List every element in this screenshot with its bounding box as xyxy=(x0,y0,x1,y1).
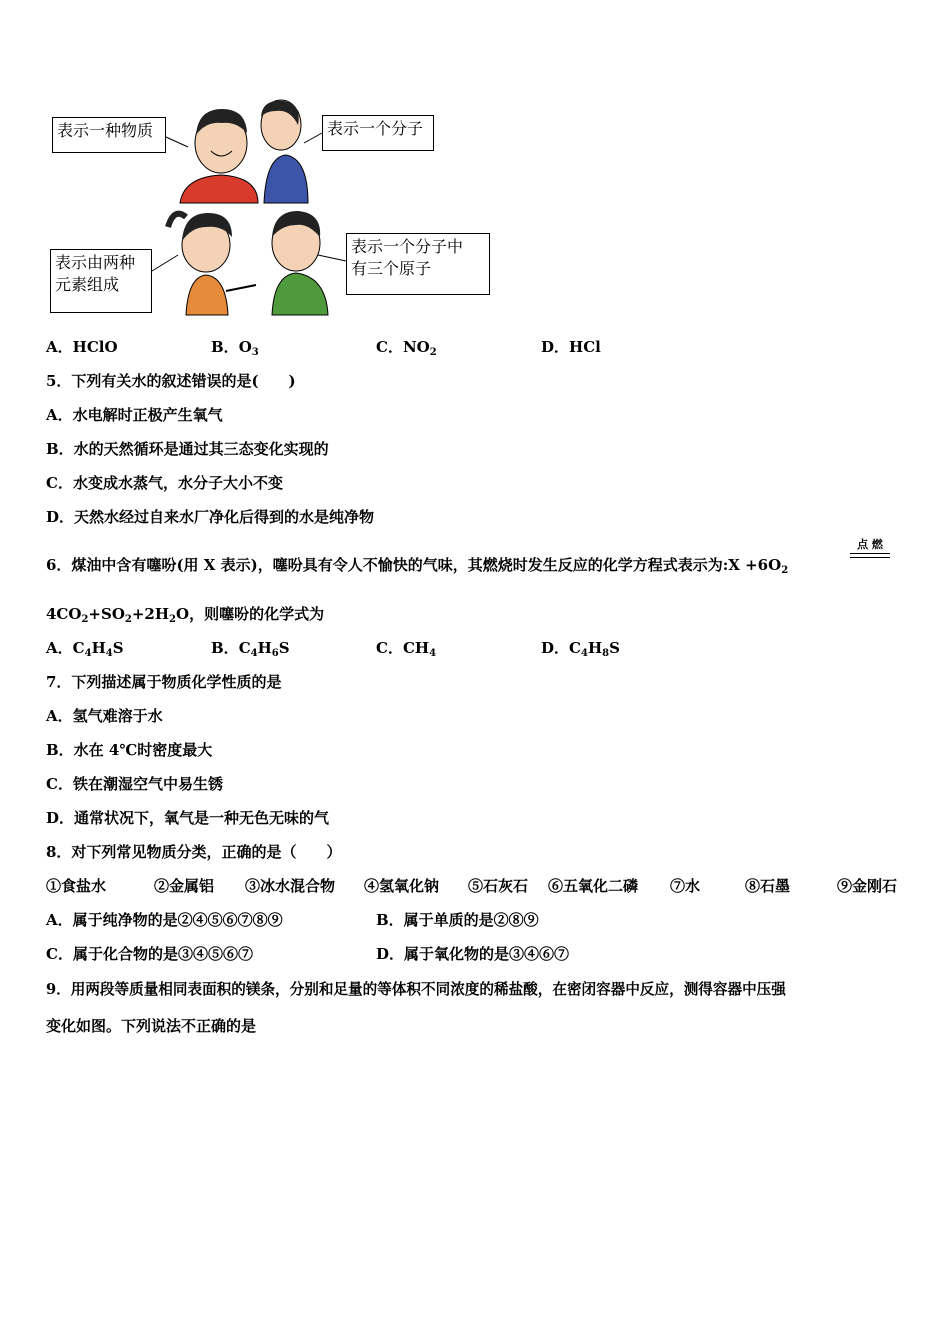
q8-option-a: A．属于纯净物的是②④⑤⑥⑦⑧⑨ xyxy=(46,911,283,929)
q8-item-3: ③冰水混合物 xyxy=(245,877,336,895)
formula-subscript: 2 xyxy=(781,565,789,576)
option-formula: NO xyxy=(402,338,430,356)
bubble-1-text: 表示一种物质 xyxy=(57,121,154,140)
q6-option-a xyxy=(46,637,124,659)
option-formula: HCl xyxy=(569,338,601,356)
q8-item-4: ④氢氧化钠 xyxy=(364,877,440,895)
formula-subscript: 2 xyxy=(169,614,177,625)
q4-option-b xyxy=(211,336,259,358)
formula-subscript: 6 xyxy=(271,648,279,659)
formula-part: H xyxy=(91,639,106,657)
formula-part: S xyxy=(609,639,620,657)
formula-subscript: 2 xyxy=(429,347,437,358)
speech-bubble-2 xyxy=(322,115,434,151)
boy-figure-1 xyxy=(180,109,258,203)
option-label: A． xyxy=(46,338,73,356)
q8-item-2: ②金属铝 xyxy=(154,877,215,895)
q5-option-b: B．水的天然循环是通过其三态变化实现的 xyxy=(46,440,329,458)
q7-option-b: B．水在 4℃时密度最大 xyxy=(46,741,213,759)
formula-part: S xyxy=(278,639,290,657)
bubble-4-text-line1: 表示一个分子中 xyxy=(351,237,464,256)
q4-option-c xyxy=(376,336,437,358)
formula-part: C xyxy=(238,639,251,657)
formula-subscript: 4 xyxy=(580,648,588,659)
option-label: B． xyxy=(211,639,239,657)
bubble-4-text-line2: 有三个原子 xyxy=(351,259,432,278)
equals-sign xyxy=(850,553,890,558)
q4-option-a xyxy=(46,336,118,357)
q6-option-b xyxy=(211,637,290,659)
formula-subscript: 4 xyxy=(429,648,437,659)
q7-option-a: A．氢气难溶于水 xyxy=(46,707,163,725)
q8-stem: 8．对下列常见物质分类，正确的是（ ） xyxy=(46,843,342,861)
formula-part: S xyxy=(112,639,124,657)
q5-option-d: D．天然水经过自来水厂净化后得到的水是纯净物 xyxy=(46,508,375,526)
formula-subscript: 4 xyxy=(250,648,258,659)
formula-part: +2H xyxy=(131,605,170,623)
q6-option-d xyxy=(541,637,620,659)
formula-part: +SO xyxy=(88,605,125,623)
option-formula: O xyxy=(238,338,252,356)
option-label: D． xyxy=(541,338,570,356)
q9-stem-line2: 变化如图。下列说法不正确的是 xyxy=(46,1017,257,1035)
boy-figure-3 xyxy=(272,211,328,315)
formula-part: O，则噻吩的化学式为 xyxy=(176,605,325,623)
formula-part: H xyxy=(257,639,272,657)
reaction-condition-text: 点 燃 xyxy=(857,538,883,551)
formula-part: C xyxy=(569,639,581,657)
option-label: A． xyxy=(46,639,73,657)
q8-item-7: ⑦水 xyxy=(670,877,701,895)
speech-bubble-3 xyxy=(50,249,152,313)
formula-part: CH xyxy=(402,639,430,657)
formula-subscript: 8 xyxy=(602,648,610,659)
speech-bubble-1 xyxy=(52,117,166,153)
formula-part: 4CO xyxy=(46,605,82,623)
q6-option-c xyxy=(376,637,436,659)
q8-item-5: ⑤石灰石 xyxy=(468,877,529,895)
reaction-condition xyxy=(850,536,890,558)
q6-stem-text: 6．煤油中含有噻吩(用 X 表示)，噻吩具有令人不愉快的气味，其燃烧时发生反应的化学方程式表示为:X +6O xyxy=(46,556,782,574)
formula-part: C xyxy=(72,639,85,657)
girl-figure xyxy=(168,213,256,315)
option-formula: HClO xyxy=(72,338,118,356)
q4-option-d xyxy=(541,336,601,357)
formula-subscript: 4 xyxy=(84,648,92,659)
q7-stem: 7．下列描述属于物质化学性质的是 xyxy=(46,673,282,691)
speech-bubble-4 xyxy=(346,233,490,295)
q8-item-8: ⑧石墨 xyxy=(745,877,791,895)
formula-subscript: 2 xyxy=(124,614,132,625)
q8-option-d: D．属于氧化物的是③④⑥⑦ xyxy=(376,945,570,963)
option-label: D． xyxy=(541,639,570,657)
q5-option-c: C．水变成水蒸气，水分子大小不变 xyxy=(46,474,283,492)
bubble-3-text-line1: 表示由两种 xyxy=(55,253,136,272)
q7-option-c: C．铁在潮湿空气中易生锈 xyxy=(46,775,223,793)
option-label: C． xyxy=(376,639,403,657)
formula-subscript: 4 xyxy=(105,648,113,659)
formula-subscript: 2 xyxy=(81,614,89,625)
bubble-3-text-line2: 元素组成 xyxy=(55,275,120,294)
q6-products xyxy=(46,603,324,625)
q8-option-c: C．属于化合物的是③④⑤⑥⑦ xyxy=(46,945,253,963)
q5-stem: 5．下列有关水的叙述错误的是( ) xyxy=(46,372,296,390)
q6-stem xyxy=(46,554,788,576)
q8-option-b: B．属于单质的是②⑧⑨ xyxy=(376,911,539,929)
cartoon-figure xyxy=(46,95,496,320)
q8-item-1: ①食盐水 xyxy=(46,877,107,895)
formula-part: H xyxy=(587,639,603,657)
q8-item-9: ⑨金刚石 xyxy=(837,877,898,895)
option-label: C． xyxy=(376,338,403,356)
q8-item-6: ⑥五氧化二磷 xyxy=(548,877,639,895)
boy-figure-2 xyxy=(261,100,308,203)
q9-stem-line1: 9．用两段等质量相同表面积的镁条，分别和足量的等体积不同浓度的稀盐酸，在密闭容器中反应，测得容器中压强 xyxy=(46,981,786,998)
q5-option-a: A．水电解时正极产生氧气 xyxy=(46,406,223,424)
bubble-2-text: 表示一个分子 xyxy=(327,119,424,138)
q7-option-d: D．通常状况下，氧气是一种无色无味的气 xyxy=(46,809,330,827)
option-label: B． xyxy=(211,338,239,356)
formula-subscript: 3 xyxy=(251,347,259,358)
